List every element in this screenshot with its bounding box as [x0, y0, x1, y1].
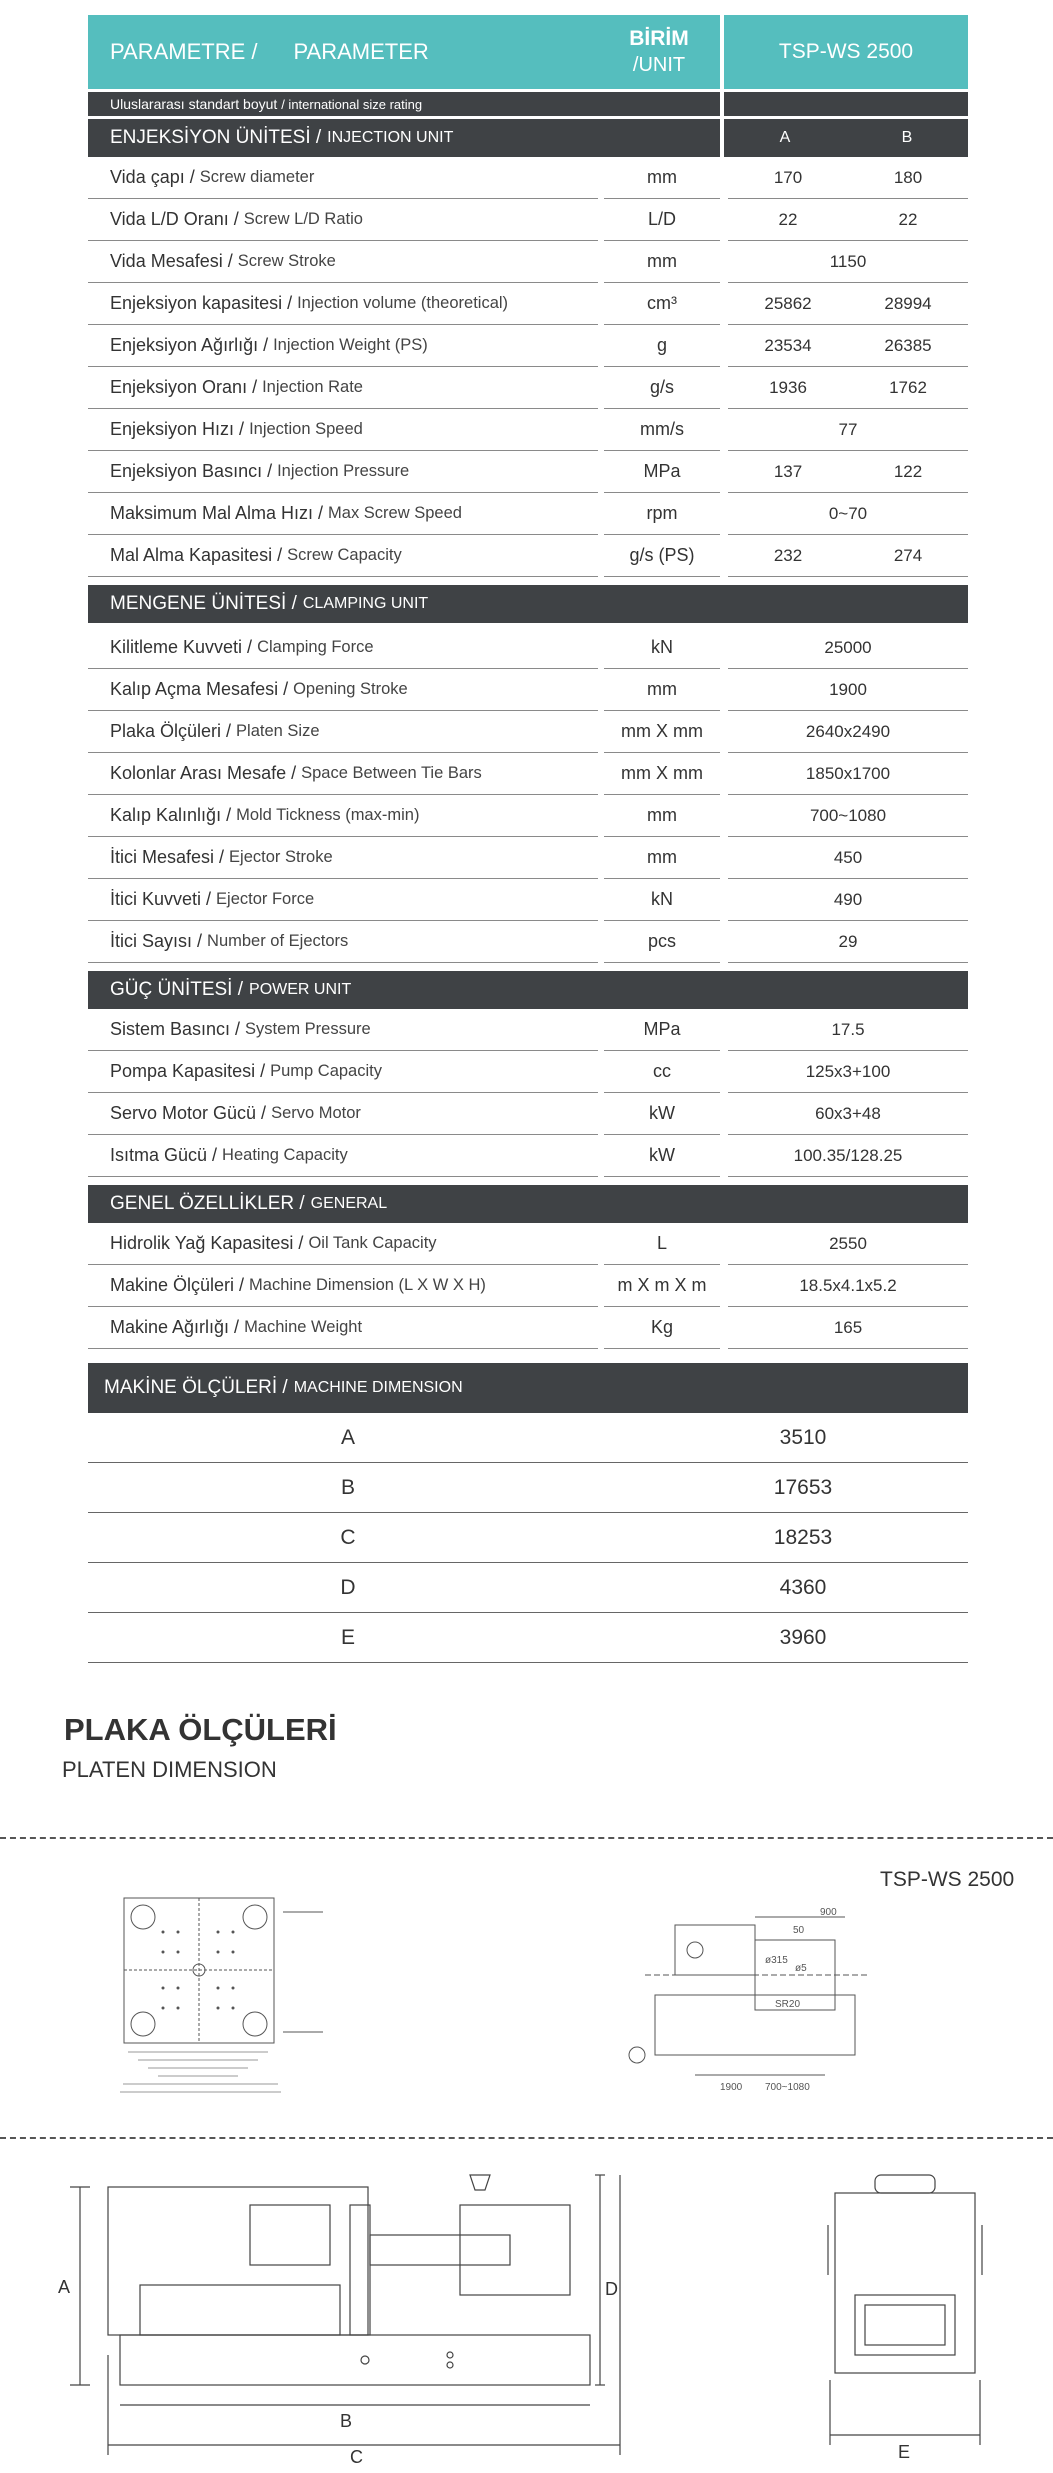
spec-unit: kN [604, 627, 720, 669]
param-en: Ejector Force [216, 890, 315, 908]
param-tr: Kalıp Kalınlığı / [110, 805, 232, 825]
clamping-title: MENGENE ÜNİTESİ / [110, 593, 297, 614]
platen-title: PLAKA ÖLÇÜLERİ [64, 1712, 337, 1747]
param-tr: Makine Ağırlığı / [110, 1317, 240, 1337]
spec-row [88, 157, 968, 199]
param-tr: Kalıp Açma Mesafesi / [110, 679, 289, 699]
spec-value [728, 669, 968, 711]
spec-row [88, 451, 968, 493]
param-tr: Enjeksiyon kapasitesi / [110, 293, 293, 313]
spec-value [728, 1265, 968, 1307]
param-en: Space Between Tie Bars [301, 764, 482, 782]
value-single: 60x3+48 [815, 1103, 881, 1123]
param-tr: Hidrolik Yağ Kapasitesi / [110, 1233, 304, 1253]
param-tr: İtici Sayısı / [110, 931, 203, 951]
param-en: Servo Motor [271, 1104, 361, 1122]
param-en: Injection Weight (PS) [273, 336, 428, 354]
spec-parameter [88, 669, 598, 711]
spec-row [88, 409, 968, 451]
spec-table [88, 15, 968, 1663]
spec-row [88, 879, 968, 921]
value-single: 1900 [829, 679, 867, 699]
param-en: Heating Capacity [222, 1146, 348, 1164]
size-rating-bar [88, 92, 968, 116]
value-a: 170 [773, 167, 803, 187]
injection-rows [88, 157, 968, 577]
spec-value [728, 1009, 968, 1051]
value-single: 29 [838, 931, 858, 951]
value-b: 1762 [889, 377, 927, 397]
side-dim-bottom1: 1900 [720, 2082, 743, 2093]
spec-row [88, 241, 968, 283]
drawing-label-c: C [350, 2447, 363, 2465]
value-b: 180 [893, 167, 923, 187]
spec-row [88, 711, 968, 753]
spec-unit: kN [604, 879, 720, 921]
spec-parameter [88, 1223, 598, 1265]
platen-subtitle: PLATEN DIMENSION [62, 1757, 277, 1782]
value-single: 450 [833, 847, 863, 867]
dimension-value: 3510 [779, 1425, 827, 1449]
clamping-title-en: CLAMPING UNIT [302, 595, 429, 612]
spec-unit: mm [604, 157, 720, 199]
spec-parameter [88, 1009, 598, 1051]
spec-unit: cm³ [604, 283, 720, 325]
dimension-label: A [340, 1425, 355, 1449]
size-rating-tr: Uluslararası standart boyut [110, 96, 278, 112]
spec-row [88, 1051, 968, 1093]
spec-parameter [88, 1307, 598, 1349]
value-single: 25000 [824, 637, 872, 657]
spec-value [728, 199, 968, 241]
spec-unit: L/D [604, 199, 720, 241]
spec-unit: m X m X m [604, 1265, 720, 1307]
spec-unit: mm X mm [604, 711, 720, 753]
spec-row [88, 367, 968, 409]
col-a-label: A [779, 129, 791, 146]
spec-unit: g/s [604, 367, 720, 409]
spec-value [728, 627, 968, 669]
spec-unit: Kg [604, 1307, 720, 1349]
dimension-row [88, 1463, 968, 1513]
injection-title-en: INJECTION UNIT [327, 129, 454, 146]
dimension-rows [88, 1413, 968, 1663]
section-injection [88, 119, 968, 157]
param-en: Number of Ejectors [207, 932, 349, 950]
param-en: Screw Stroke [237, 252, 336, 270]
spec-row [88, 795, 968, 837]
spec-value [728, 879, 968, 921]
spec-row [88, 1135, 968, 1177]
spec-unit: mm X mm [604, 753, 720, 795]
value-single: 1850x1700 [805, 763, 891, 783]
param-tr: Plaka Ölçüleri / [110, 721, 232, 741]
spec-value [728, 837, 968, 879]
value-a: 137 [773, 461, 803, 481]
value-b: 26385 [884, 335, 932, 355]
param-tr: Vida L/D Oranı / [110, 209, 239, 229]
table-header [88, 15, 968, 89]
param-tr: Maksimum Mal Alma Hızı / [110, 503, 324, 523]
param-en: Opening Stroke [293, 680, 408, 698]
header-param-en: PARAMETER [293, 39, 429, 64]
param-tr: Enjeksiyon Basıncı / [110, 461, 273, 481]
spec-parameter [88, 921, 598, 963]
param-en: Platen Size [236, 722, 320, 740]
spec-parameter [88, 627, 598, 669]
spec-unit: mm [604, 837, 720, 879]
value-single: 125x3+100 [805, 1061, 891, 1081]
spec-row [88, 1307, 968, 1349]
spec-row [88, 921, 968, 963]
machine-end-drawing [820, 2165, 1000, 2465]
spec-value [728, 1093, 968, 1135]
spec-row [88, 493, 968, 535]
spec-row [88, 753, 968, 795]
param-en: Screw L/D Ratio [243, 210, 363, 228]
param-tr: Vida Mesafesi / [110, 251, 233, 271]
value-single: 2640x2490 [805, 721, 891, 741]
dimension-label: C [340, 1525, 356, 1549]
dimension-row [88, 1613, 968, 1663]
value-b: 274 [893, 545, 923, 565]
param-tr: Isıtma Gücü / [110, 1145, 218, 1165]
header-param-tr: PARAMETRE / [110, 39, 258, 64]
param-en: Injection Rate [262, 378, 363, 396]
dimension-value: 17653 [773, 1475, 833, 1499]
side-dim-d2: ø315 [765, 1955, 788, 1966]
param-tr: İtici Mesafesi / [110, 847, 225, 867]
param-en: Screw Capacity [287, 546, 402, 564]
power-title: GÜÇ ÜNİTESİ / [110, 979, 244, 1000]
spec-value [728, 451, 968, 493]
section-general [88, 1185, 968, 1223]
dimension-title: MAKİNE ÖLÇÜLERİ / [104, 1377, 288, 1398]
param-en: Screw diameter [199, 168, 315, 186]
dimension-value: 18253 [773, 1525, 833, 1549]
param-en: Pump Capacity [270, 1062, 382, 1080]
dimension-row [88, 1563, 968, 1613]
spec-parameter [88, 1265, 598, 1307]
spec-parameter [88, 837, 598, 879]
param-tr: Sistem Basıncı / [110, 1019, 241, 1039]
drawing-label-a: A [58, 2277, 71, 2297]
param-tr: Enjeksiyon Oranı / [110, 377, 258, 397]
spec-unit: rpm [604, 493, 720, 535]
dimension-value: 3960 [779, 1625, 827, 1649]
value-single: 18.5x4.1x5.2 [799, 1275, 897, 1295]
col-b-label: B [901, 129, 913, 146]
param-tr: Enjeksiyon Ağırlığı / [110, 335, 269, 355]
param-en: Injection Speed [249, 420, 363, 438]
value-b: 22 [898, 209, 918, 229]
spec-unit: g [604, 325, 720, 367]
injection-title: ENJEKSİYON ÜNİTESİ / [110, 127, 322, 148]
spec-parameter [88, 367, 598, 409]
param-tr: Vida çapı / [110, 167, 195, 187]
spec-parameter [88, 451, 598, 493]
spec-parameter [88, 795, 598, 837]
spec-unit: mm [604, 795, 720, 837]
size-rating-en: / international size rating [281, 96, 423, 112]
spec-row [88, 627, 968, 669]
param-tr: İtici Kuvveti / [110, 889, 212, 909]
spec-parameter [88, 711, 598, 753]
dimension-title-en: MACHINE DIMENSION [293, 1379, 463, 1396]
spec-value [728, 1051, 968, 1093]
spec-value [728, 535, 968, 577]
spec-parameter [88, 325, 598, 367]
value-a: 25862 [764, 293, 812, 313]
value-single: 77 [838, 419, 858, 439]
spec-value [728, 1307, 968, 1349]
dashed-divider-top [0, 1837, 1053, 1839]
param-en: Mold Tickness (max-min) [236, 806, 420, 824]
header-unit-en: /UNIT [632, 54, 686, 76]
side-dim-top: 900 [820, 1907, 837, 1918]
spec-row [88, 1009, 968, 1051]
spec-row [88, 837, 968, 879]
spec-parameter [88, 1093, 598, 1135]
spec-unit: kW [604, 1093, 720, 1135]
value-single: 700~1080 [809, 805, 887, 825]
spec-parameter [88, 535, 598, 577]
side-dim-d1: 50 [793, 1925, 805, 1936]
dashed-divider-bottom [0, 2137, 1053, 2139]
value-a: 23534 [764, 335, 812, 355]
spec-value [728, 711, 968, 753]
spec-value [728, 1223, 968, 1265]
general-rows [88, 1223, 968, 1349]
spec-parameter [88, 879, 598, 921]
spec-parameter [88, 753, 598, 795]
param-tr: Kilitleme Kuvveti / [110, 637, 253, 657]
general-title-en: GENERAL [310, 1195, 388, 1212]
value-single: 0~70 [828, 503, 868, 523]
spec-value [728, 409, 968, 451]
spec-parameter [88, 283, 598, 325]
spec-row [88, 1223, 968, 1265]
spec-unit: mm [604, 241, 720, 283]
spec-unit: MPa [604, 451, 720, 493]
header-model: TSP-WS 2500 [724, 15, 968, 89]
machine-side-drawing [50, 2165, 650, 2465]
spec-parameter [88, 241, 598, 283]
param-en: Injection volume (theoretical) [297, 294, 509, 312]
spec-value [728, 283, 968, 325]
value-single: 1150 [829, 251, 867, 271]
value-single: 17.5 [831, 1019, 865, 1039]
value-b: 122 [893, 461, 923, 481]
platen-model-label: TSP-WS 2500 [880, 1868, 1015, 1891]
section-clamping [88, 585, 968, 623]
spec-parameter [88, 409, 598, 451]
power-rows [88, 1009, 968, 1177]
side-dim-d3: ø5 [795, 1963, 807, 1974]
spec-parameter [88, 199, 598, 241]
general-title: GENEL ÖZELLİKLER / [110, 1193, 305, 1214]
spec-parameter [88, 157, 598, 199]
param-tr: Makine Ölçüleri / [110, 1275, 245, 1295]
spec-row [88, 1093, 968, 1135]
param-en: Machine Dimension (L X W X H) [249, 1276, 486, 1294]
value-single: 490 [833, 889, 863, 909]
dimension-label: E [340, 1625, 355, 1649]
spec-parameter [88, 493, 598, 535]
drawing-label-e: E [898, 2442, 911, 2462]
param-en: Injection Pressure [277, 462, 410, 480]
param-en: Oil Tank Capacity [308, 1234, 437, 1252]
drawing-label-b: B [340, 2411, 353, 2431]
clamping-rows [88, 627, 968, 963]
spec-unit: pcs [604, 921, 720, 963]
section-power [88, 971, 968, 1009]
param-en: Clamping Force [257, 638, 374, 656]
param-tr: Enjeksiyon Hızı / [110, 419, 245, 439]
value-single: 100.35/128.25 [793, 1145, 903, 1165]
spec-value [728, 1135, 968, 1177]
spec-unit: MPa [604, 1009, 720, 1051]
power-title-en: POWER UNIT [249, 981, 352, 998]
spec-row [88, 325, 968, 367]
spec-parameter [88, 1135, 598, 1177]
spec-value [728, 753, 968, 795]
param-en: Max Screw Speed [328, 504, 462, 522]
spec-row [88, 669, 968, 711]
spec-unit: kW [604, 1135, 720, 1177]
spec-parameter [88, 1051, 598, 1093]
platen-side-drawing [625, 1905, 870, 2105]
dimension-row [88, 1513, 968, 1563]
drawing-label-d: D [605, 2279, 618, 2299]
spec-value [728, 493, 968, 535]
platen-front-drawing [118, 1892, 338, 2102]
spec-value [728, 795, 968, 837]
param-en: Machine Weight [244, 1318, 363, 1336]
param-tr: Pompa Kapasitesi / [110, 1061, 266, 1081]
side-dim-bottom2: 700~1080 [765, 2082, 810, 2093]
spec-row [88, 283, 968, 325]
param-en: Ejector Stroke [229, 848, 333, 866]
spec-unit: cc [604, 1051, 720, 1093]
value-single: 165 [833, 1317, 863, 1337]
dimension-row [88, 1413, 968, 1463]
value-a: 232 [773, 545, 803, 565]
value-single: 2550 [829, 1233, 867, 1253]
param-en: System Pressure [245, 1020, 371, 1038]
spec-row [88, 199, 968, 241]
side-dim-sr: SR20 [775, 1999, 801, 2010]
spec-row [88, 535, 968, 577]
header-parameter [88, 15, 598, 89]
spec-unit: mm [604, 669, 720, 711]
value-b: 28994 [884, 293, 932, 313]
param-tr: Mal Alma Kapasitesi / [110, 545, 283, 565]
dimension-value: 4360 [779, 1575, 827, 1599]
header-unit-tr: BİRİM [629, 27, 689, 50]
value-a: 1936 [769, 377, 807, 397]
param-tr: Kolonlar Arası Mesafe / [110, 763, 297, 783]
param-tr: Servo Motor Gücü / [110, 1103, 267, 1123]
value-a: 22 [778, 209, 798, 229]
spec-unit: mm/s [604, 409, 720, 451]
dimension-label: D [340, 1575, 356, 1599]
spec-row [88, 1265, 968, 1307]
spec-value [728, 367, 968, 409]
header-unit [598, 15, 720, 89]
spec-value [728, 157, 968, 199]
spec-unit: g/s (PS) [604, 535, 720, 577]
section-machine-dimension [88, 1363, 968, 1413]
spec-value [728, 921, 968, 963]
spec-unit: L [604, 1223, 720, 1265]
dimension-label: B [340, 1475, 355, 1499]
spec-value [728, 325, 968, 367]
spec-value [728, 241, 968, 283]
